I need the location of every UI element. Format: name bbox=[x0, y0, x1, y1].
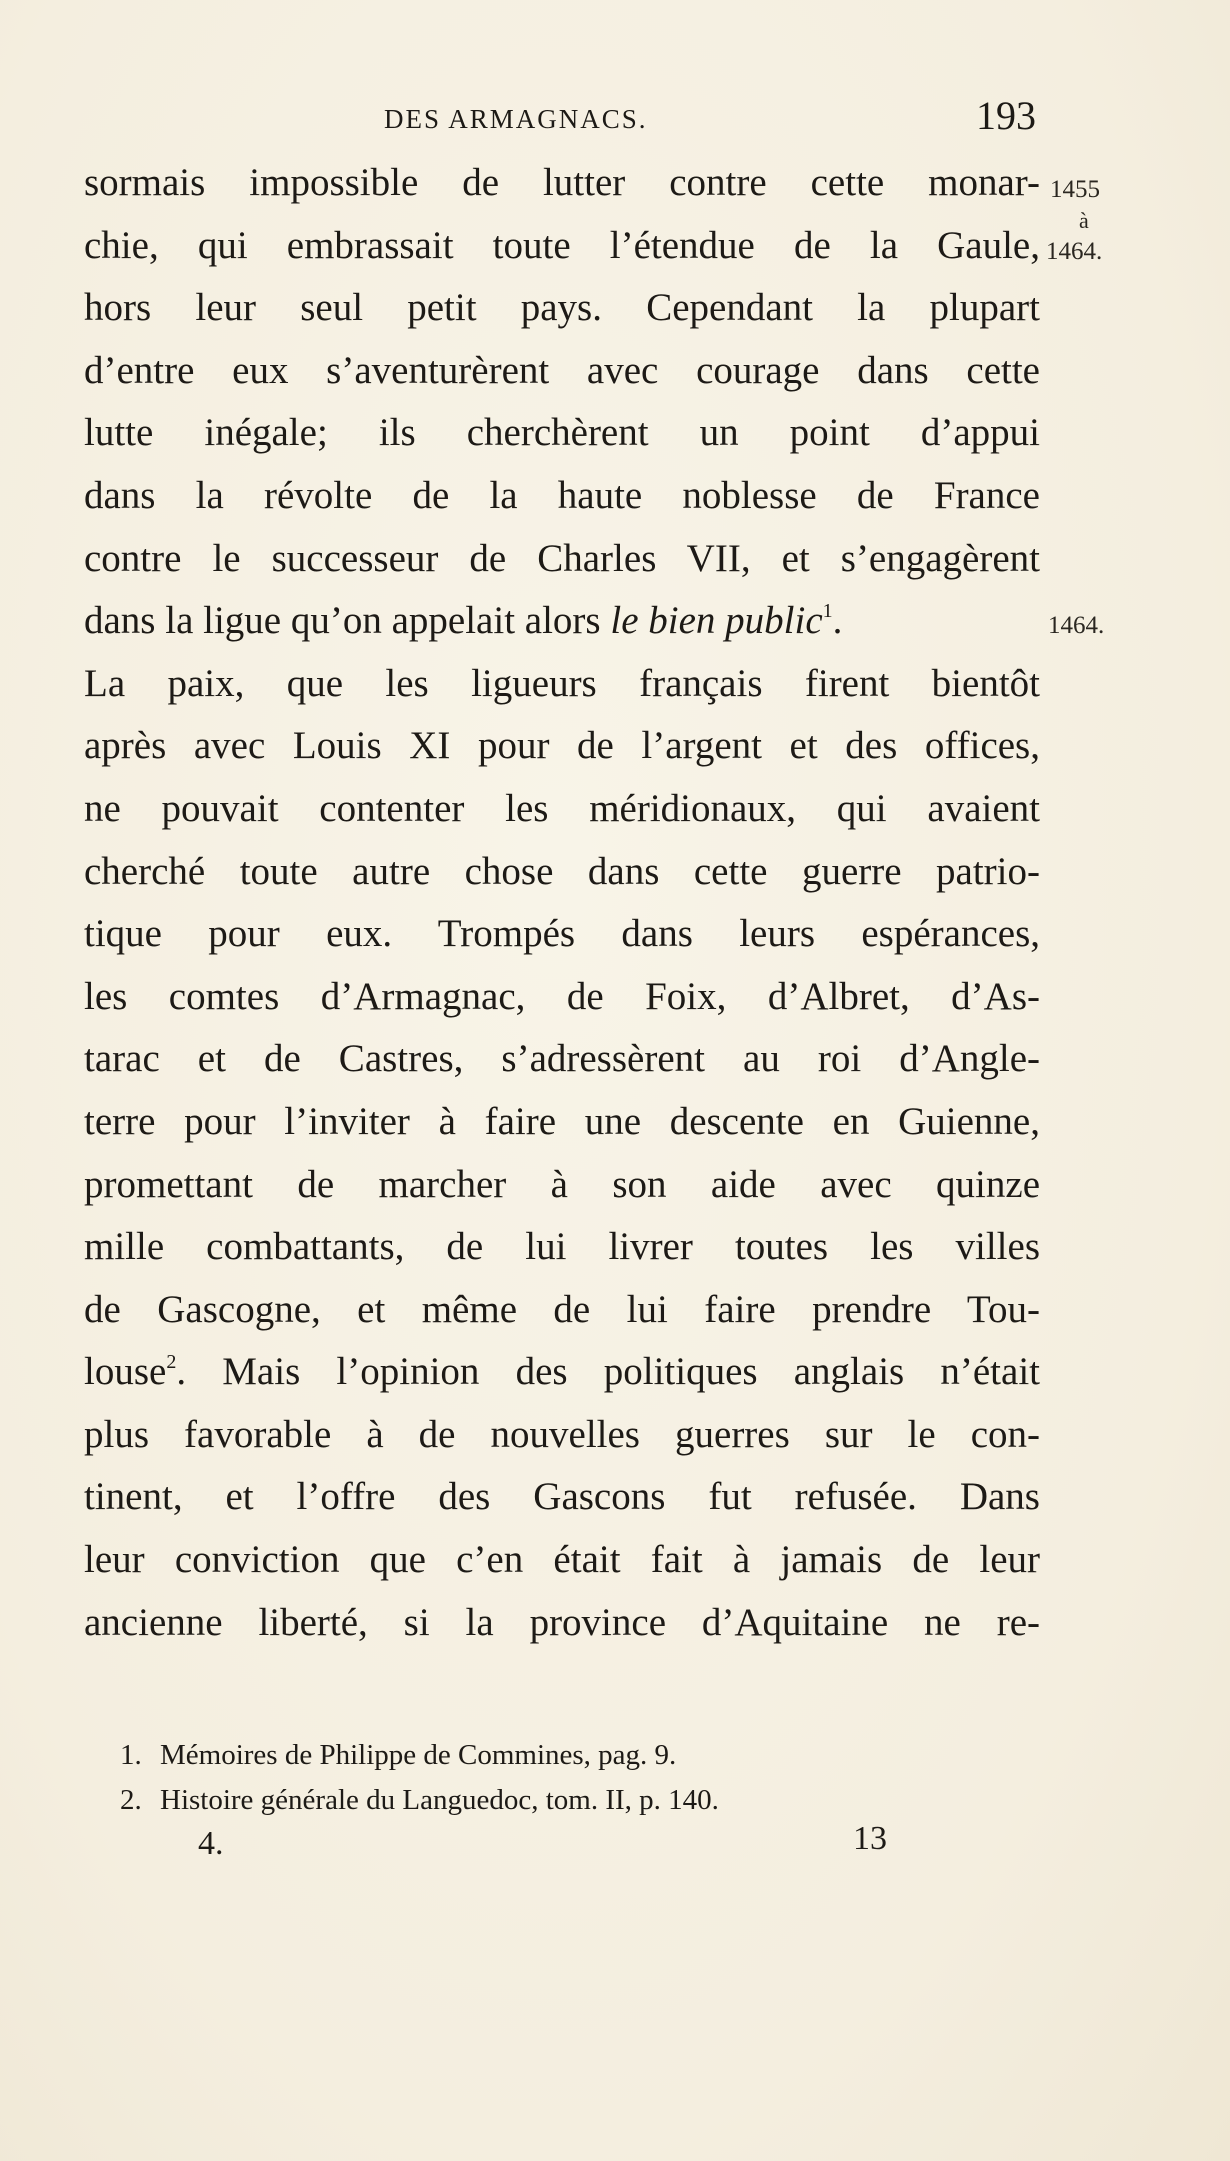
body-text bbox=[84, 152, 1040, 1654]
text-line-20 bbox=[84, 1341, 1040, 1404]
running-title: DES ARMAGNACS. bbox=[384, 104, 648, 134]
text-line-24: ancienne liberté, si la province d’Aquitaine ne re- bbox=[84, 1600, 1040, 1644]
running-head bbox=[0, 93, 1230, 138]
text-line-21: plus favorable à de nouvelles guerres sur le con- bbox=[84, 1412, 1040, 1456]
signature-mark: 4. bbox=[198, 1825, 224, 1862]
text-line-17: promettant de marcher à son aide avec quinze bbox=[84, 1162, 1040, 1206]
text-line-5: lutte inégale; ils cherchèrent un point d’appui bbox=[84, 411, 1040, 455]
text-line-15: tarac et de Castres, s’adressèrent au roi d’Angle- bbox=[84, 1037, 1040, 1081]
text-line-13: tique pour eux. Trompés dans leurs espérances, bbox=[84, 912, 1040, 956]
footnotes bbox=[120, 1733, 1040, 1823]
text-line-8-end: . bbox=[832, 599, 843, 643]
text-line-12: cherché toute autre chose dans cette guerre patrio- bbox=[84, 849, 1040, 893]
text-line-23: leur conviction que c’en était fait à jamais de leur bbox=[84, 1538, 1040, 1582]
text-line-8-start: dans la ligue qu’on appelait alors bbox=[84, 599, 601, 643]
text-line-14: les comtes d’Armagnac, de Foix, d’Albret, d’As- bbox=[84, 974, 1040, 1018]
footnote-1-number: 1. bbox=[120, 1739, 142, 1771]
footnote-1-text: Mémoires de Philippe de Commines, pag. 9. bbox=[160, 1739, 677, 1771]
text-line-22: tinent, et l’offre des Gascons fut refusée. Dans bbox=[84, 1475, 1040, 1519]
footnote-2-number: 2. bbox=[120, 1784, 142, 1816]
text-line-4: d’entre eux s’aventurèrent avec courage dans cette bbox=[84, 348, 1040, 392]
text-line-10: après avec Louis XI pour de l’argent et des offices, bbox=[84, 724, 1040, 768]
footnote-ref-1: 1 bbox=[822, 600, 833, 623]
text-line-16: terre pour l’inviter à faire une descente en Guienne, bbox=[84, 1099, 1040, 1143]
text-line-9: La paix, que les ligueurs français firent bientôt bbox=[84, 661, 1040, 705]
text-line-6: dans la révolte de la haute noblesse de France bbox=[84, 473, 1040, 517]
margin-date-second: 1464. bbox=[1048, 612, 1105, 639]
footnote-2 bbox=[120, 1778, 1040, 1823]
footnote-1 bbox=[120, 1733, 1040, 1778]
page-number: 193 bbox=[976, 93, 1036, 138]
text-line-7: contre le successeur de Charles VII, et s’engagèrent bbox=[84, 536, 1040, 580]
text-line-11: ne pouvait contenter les méridionaux, qui avaient bbox=[84, 786, 1040, 830]
footnote-ref-2: 2 bbox=[166, 1351, 177, 1374]
italic-phrase: le bien public bbox=[610, 599, 823, 643]
footnote-2-text: Histoire générale du Languedoc, tom. II, p. 140. bbox=[160, 1784, 719, 1816]
text-line-20-rest: . Mais l’opinion des politiques anglais n’était bbox=[176, 1350, 1040, 1394]
margin-date-start: 1455 bbox=[1050, 176, 1100, 203]
margin-date-a: à bbox=[1079, 208, 1089, 233]
text-line-1: sormais impossible de lutter contre cette monar- bbox=[84, 161, 1040, 204]
gathering-number: 13 bbox=[853, 1820, 887, 1857]
text-line-3: hors leur seul petit pays. Cependant la plupart bbox=[84, 286, 1040, 330]
text-line-2: chie, qui embrassait toute l’étendue de la Gaule, bbox=[84, 223, 1040, 267]
margin-date-end: 1464. bbox=[1046, 238, 1103, 265]
text-line-18: mille combattants, de lui livrer toutes les villes bbox=[84, 1225, 1040, 1269]
text-line-20-start: louse bbox=[84, 1350, 167, 1394]
text-line-19: de Gascogne, et même de lui faire prendre Tou- bbox=[84, 1287, 1040, 1331]
text-line-8 bbox=[84, 590, 1040, 653]
